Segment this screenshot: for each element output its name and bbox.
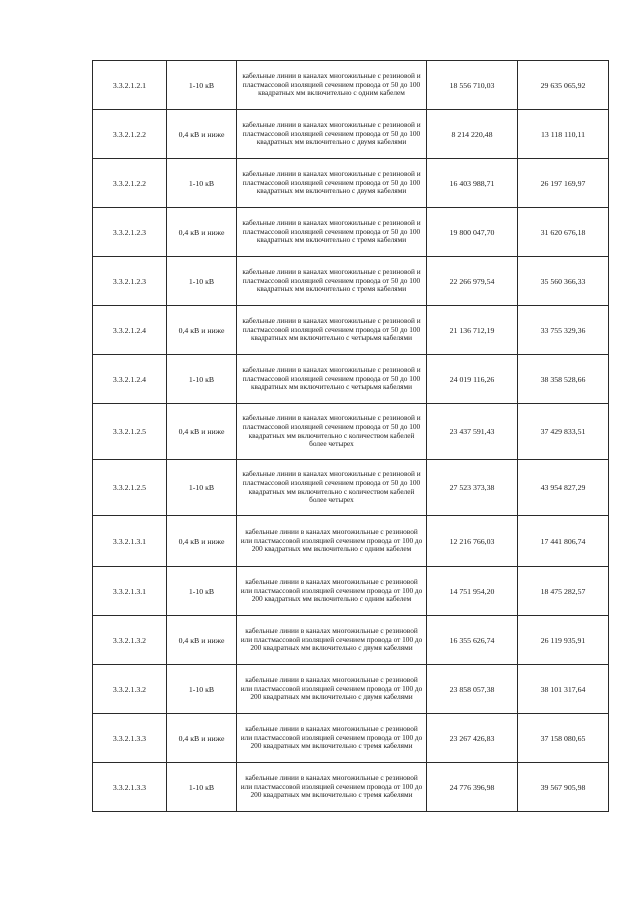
table-row <box>93 516 609 567</box>
row-voltage: 1-10 кВ <box>167 665 237 714</box>
table-row <box>93 404 609 460</box>
row-code: 3.3.2.1.2.3 <box>93 208 167 257</box>
table-row <box>93 61 609 110</box>
row-description: кабельные линии в каналах многожильные с резиновой или пластмассовой изоляцией сечением провода от 100 до 200 квадратных мм включительно с двумя кабелями <box>237 616 427 665</box>
row-description: кабельные линии в каналах многожильные с резиновой или пластмассовой изоляцией сечением провода от 100 до 200 квадратных мм включительно с двумя кабелями <box>237 665 427 714</box>
row-value-1: 14 751 954,20 <box>427 567 518 616</box>
row-value-2: 26 119 935,91 <box>518 616 609 665</box>
table-row <box>93 763 609 812</box>
row-value-1: 12 216 766,03 <box>427 516 518 567</box>
row-value-2: 35 560 366,33 <box>518 257 609 306</box>
row-voltage: 0,4 кВ и ниже <box>167 306 237 355</box>
row-voltage: 1-10 кВ <box>167 355 237 404</box>
row-value-1: 16 403 988,71 <box>427 159 518 208</box>
table-row <box>93 567 609 616</box>
row-value-2: 29 635 065,92 <box>518 61 609 110</box>
row-value-1: 8 214 220,48 <box>427 110 518 159</box>
row-description: кабельные линии в каналах многожильные с резиновой или пластмассовой изоляцией сечением провода от 100 до 200 квадратных мм включительно с тремя кабелями <box>237 763 427 812</box>
row-code: 3.3.2.1.2.3 <box>93 257 167 306</box>
row-value-1: 22 266 979,54 <box>427 257 518 306</box>
row-voltage: 0,4 кВ и ниже <box>167 404 237 460</box>
row-code: 3.3.2.1.3.2 <box>93 616 167 665</box>
row-code: 3.3.2.1.3.3 <box>93 763 167 812</box>
row-voltage: 0,4 кВ и ниже <box>167 110 237 159</box>
row-value-2: 38 358 528,66 <box>518 355 609 404</box>
row-value-2: 37 158 080,65 <box>518 714 609 763</box>
table-row <box>93 257 609 306</box>
row-code: 3.3.2.1.3.1 <box>93 516 167 567</box>
row-voltage: 1-10 кВ <box>167 61 237 110</box>
row-description: кабельные линии в каналах многожильные с резиновой и пластмассовой изоляцией сечением провода от 50 до 100 квадратных мм включительно с тремя кабелями <box>237 257 427 306</box>
table-row <box>93 110 609 159</box>
row-description: кабельные линии в каналах многожильные с резиновой или пластмассовой изоляцией сечением провода от 100 до 200 квадратных мм включительно с одним кабелем <box>237 516 427 567</box>
row-voltage: 1-10 кВ <box>167 159 237 208</box>
row-value-2: 39 567 905,98 <box>518 763 609 812</box>
row-voltage: 0,4 кВ и ниже <box>167 208 237 257</box>
row-value-2: 33 755 329,36 <box>518 306 609 355</box>
row-value-1: 18 556 710,03 <box>427 61 518 110</box>
row-code: 3.3.2.1.3.1 <box>93 567 167 616</box>
table-row <box>93 665 609 714</box>
table-row <box>93 159 609 208</box>
row-value-2: 43 954 827,29 <box>518 460 609 516</box>
row-value-2: 31 620 676,18 <box>518 208 609 257</box>
row-value-2: 18 475 282,57 <box>518 567 609 616</box>
row-voltage: 0,4 кВ и ниже <box>167 616 237 665</box>
row-value-1: 19 800 047,70 <box>427 208 518 257</box>
row-voltage: 0,4 кВ и ниже <box>167 516 237 567</box>
row-value-2: 13 118 110,11 <box>518 110 609 159</box>
row-description: кабельные линии в каналах многожильные с резиновой и пластмассовой изоляцией сечением провода от 50 до 100 квадратных мм включительно с четырьмя кабелями <box>237 355 427 404</box>
row-value-1: 24 019 116,26 <box>427 355 518 404</box>
table-row <box>93 460 609 516</box>
row-description: кабельные линии в каналах многожильные с резиновой и пластмассовой изоляцией сечением провода от 50 до 100 квадратных мм включительно с одним кабелем <box>237 61 427 110</box>
row-code: 3.3.2.1.2.4 <box>93 355 167 404</box>
row-value-1: 24 776 396,98 <box>427 763 518 812</box>
row-value-1: 27 523 373,38 <box>427 460 518 516</box>
row-voltage: 1-10 кВ <box>167 460 237 516</box>
row-description: кабельные линии в каналах многожильные с резиновой или пластмассовой изоляцией сечением провода от 100 до 200 квадратных мм включительно с одним кабелем <box>237 567 427 616</box>
row-value-2: 37 429 833,51 <box>518 404 609 460</box>
row-value-1: 23 437 591,43 <box>427 404 518 460</box>
row-value-1: 23 267 426,83 <box>427 714 518 763</box>
row-voltage: 1-10 кВ <box>167 257 237 306</box>
table-row <box>93 306 609 355</box>
row-code: 3.3.2.1.2.2 <box>93 110 167 159</box>
row-code: 3.3.2.1.2.4 <box>93 306 167 355</box>
row-value-1: 21 136 712,19 <box>427 306 518 355</box>
row-code: 3.3.2.1.2.5 <box>93 404 167 460</box>
row-code: 3.3.2.1.3.3 <box>93 714 167 763</box>
row-description: кабельные линии в каналах многожильные с резиновой и пластмассовой изоляцией сечением провода от 50 до 100 квадратных мм включительно с четырьмя кабелями <box>237 306 427 355</box>
rates-table <box>92 60 609 812</box>
row-value-1: 23 858 057,38 <box>427 665 518 714</box>
rates-table-body <box>93 61 609 812</box>
table-row <box>93 355 609 404</box>
table-row <box>93 208 609 257</box>
row-value-2: 26 197 169,97 <box>518 159 609 208</box>
row-code: 3.3.2.1.2.1 <box>93 61 167 110</box>
row-voltage: 1-10 кВ <box>167 567 237 616</box>
row-description: кабельные линии в каналах многожильные с резиновой или пластмассовой изоляцией сечением провода от 100 до 200 квадратных мм включительно с тремя кабелями <box>237 714 427 763</box>
row-code: 3.3.2.1.3.2 <box>93 665 167 714</box>
row-code: 3.3.2.1.2.5 <box>93 460 167 516</box>
table-row <box>93 714 609 763</box>
row-voltage: 1-10 кВ <box>167 763 237 812</box>
row-description: кабельные линии в каналах многожильные с резиновой и пластмассовой изоляцией сечением провода от 50 до 100 квадратных мм включительно с количеством кабелей более четырех <box>237 404 427 460</box>
row-voltage: 0,4 кВ и ниже <box>167 714 237 763</box>
row-value-2: 38 101 317,64 <box>518 665 609 714</box>
table-row <box>93 616 609 665</box>
row-description: кабельные линии в каналах многожильные с резиновой и пластмассовой изоляцией сечением провода от 50 до 100 квадратных мм включительно с двумя кабелями <box>237 110 427 159</box>
row-description: кабельные линии в каналах многожильные с резиновой и пластмассовой изоляцией сечением провода от 50 до 100 квадратных мм включительно с двумя кабелями <box>237 159 427 208</box>
row-value-1: 16 355 626,74 <box>427 616 518 665</box>
row-description: кабельные линии в каналах многожильные с резиновой и пластмассовой изоляцией сечением провода от 50 до 100 квадратных мм включительно с тремя кабелями <box>237 208 427 257</box>
row-value-2: 17 441 806,74 <box>518 516 609 567</box>
row-description: кабельные линии в каналах многожильные с резиновой и пластмассовой изоляцией сечением провода от 50 до 100 квадратных мм включительно с количеством кабелей более четырех <box>237 460 427 516</box>
row-code: 3.3.2.1.2.2 <box>93 159 167 208</box>
